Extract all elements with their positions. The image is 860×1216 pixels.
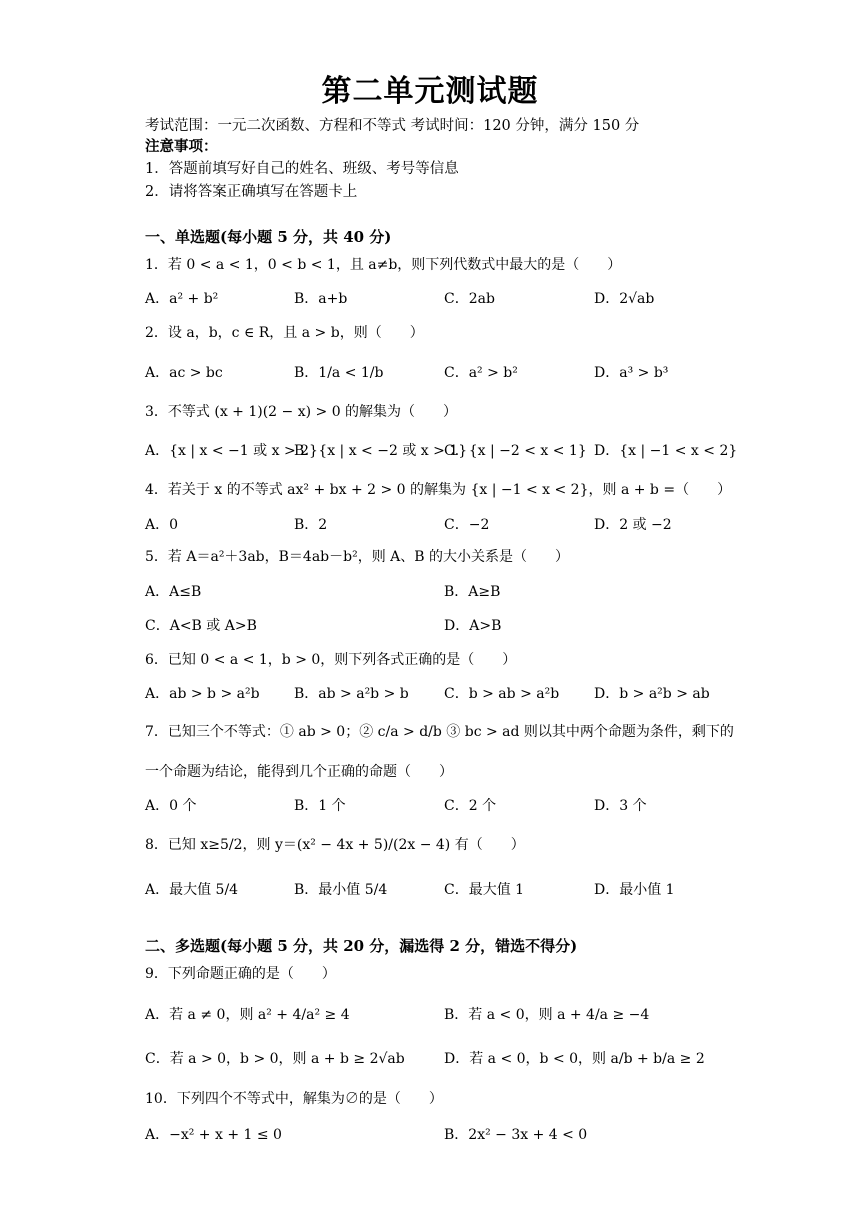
q8-option-c[interactable]: C．最大值 1: [444, 882, 525, 898]
q9-option-c[interactable]: C．若 a > 0，b > 0，则 a + b ≥ 2√ab: [145, 1051, 405, 1067]
q9-option-a[interactable]: A．若 a ≠ 0，则 a² + 4/a² ≥ 4: [145, 1007, 350, 1023]
question-10: 10．下列四个不等式中，解集为∅的是（ ）: [145, 1091, 443, 1107]
q2-option-b[interactable]: B．1/a < 1/b: [294, 365, 384, 381]
q7-option-b[interactable]: B．1 个: [294, 798, 346, 814]
q6-option-a[interactable]: A．ab > b > a²b: [145, 686, 260, 702]
q10-option-a[interactable]: A．−x² + x + 1 ≤ 0: [145, 1127, 282, 1143]
q9-option-b[interactable]: B．若 a < 0，则 a + 4/a ≥ −4: [444, 1007, 650, 1023]
q3-option-c[interactable]: C．{x | −2 < x < 1}: [444, 443, 587, 459]
q1-option-d[interactable]: D．2√ab: [594, 291, 655, 307]
question-3: 3．不等式 (x + 1)(2 − x) > 0 的解集为（ ）: [145, 404, 458, 420]
q1-option-a[interactable]: A．a² + b²: [145, 291, 219, 307]
question-7-cont: 一个命题为结论，能得到几个正确的命题（ ）: [145, 764, 453, 780]
section-multi-choice: 二、多选题(每小题 5 分，共 20 分，漏选得 2 分，错选不得分): [145, 937, 578, 955]
question-6: 6．已知 0 < a < 1，b > 0，则下列各式正确的是（ ）: [145, 652, 517, 668]
q5-option-a[interactable]: A．A≤B: [145, 584, 202, 600]
q8-option-d[interactable]: D．最小值 1: [594, 882, 675, 898]
notice-item-2: 2．请将答案正确填写在答题卡上: [145, 184, 358, 200]
q10-option-b[interactable]: B．2x² − 3x + 4 < 0: [444, 1127, 588, 1143]
q9-option-d[interactable]: D．若 a < 0，b < 0，则 a/b + b/a ≥ 2: [444, 1051, 705, 1067]
section-single-choice: 一、单选题(每小题 5 分，共 40 分): [145, 228, 392, 246]
q4-option-c[interactable]: C．−2: [444, 517, 490, 533]
q1-option-b[interactable]: B．a+b: [294, 291, 348, 307]
q6-option-b[interactable]: B．ab > a²b > b: [294, 686, 409, 702]
q3-option-a[interactable]: A．{x | x < −1 或 x > 2}: [145, 443, 318, 459]
q1-option-c[interactable]: C．2ab: [444, 291, 495, 307]
q3-option-d[interactable]: D．{x | −1 < x < 2}: [594, 443, 738, 459]
q6-option-c[interactable]: C．b > ab > a²b: [444, 686, 560, 702]
question-1: 1．若 0 < a < 1，0 < b < 1，且 a≠b，则下列代数式中最大的是（ ）: [145, 257, 622, 273]
q7-option-a[interactable]: A．0 个: [145, 798, 197, 814]
page-title: 第二单元测试题: [321, 74, 539, 109]
q7-option-c[interactable]: C．2 个: [444, 798, 497, 814]
exam-scope: 考试范围：一元二次函数、方程和不等式 考试时间：120 分钟，满分 150 分: [145, 118, 640, 134]
q4-option-b[interactable]: B．2: [294, 517, 328, 533]
q8-option-a[interactable]: A．最大值 5/4: [145, 882, 239, 898]
q2-option-c[interactable]: C．a² > b²: [444, 365, 518, 381]
q5-option-c[interactable]: C．A<B 或 A>B: [145, 618, 257, 634]
q5-option-d[interactable]: D．A>B: [444, 618, 502, 634]
notice-item-1: 1．答题前填写好自己的姓名、班级、考号等信息: [145, 161, 459, 177]
q5-option-b[interactable]: B．A≥B: [444, 584, 501, 600]
question-5: 5．若 A＝a²＋3ab，B＝4ab－b²，则 A、B 的大小关系是（ ）: [145, 549, 570, 565]
q2-option-d[interactable]: D．a³ > b³: [594, 365, 669, 381]
q6-option-d[interactable]: D．b > a²b > ab: [594, 686, 710, 702]
q2-option-a[interactable]: A．ac > bc: [145, 365, 223, 381]
q4-option-a[interactable]: A．0: [145, 517, 179, 533]
question-9: 9．下列命题正确的是（ ）: [145, 966, 336, 982]
question-2: 2．设 a，b，c ∈ R，且 a > b，则（ ）: [145, 325, 424, 341]
question-8: 8．已知 x≥5/2，则 y＝(x² − 4x + 5)/(2x − 4) 有（ ）: [145, 837, 525, 853]
notice-title: 注意事项：: [145, 138, 218, 155]
q8-option-b[interactable]: B．最小值 5/4: [294, 882, 388, 898]
q7-option-d[interactable]: D．3 个: [594, 798, 647, 814]
q3-option-b[interactable]: B．{x | x < −2 或 x > 1}: [294, 443, 468, 459]
q4-option-d[interactable]: D．2 或 −2: [594, 517, 672, 533]
question-4: 4．若关于 x 的不等式 ax² + bx + 2 > 0 的解集为 {x | −1 < x < 2}，则 a + b =（ ）: [145, 482, 732, 498]
question-7: 7．已知三个不等式：① ab > 0；② c/a > d/b ③ bc > ad 则以其中两个命题为条件，剩下的: [145, 724, 734, 740]
